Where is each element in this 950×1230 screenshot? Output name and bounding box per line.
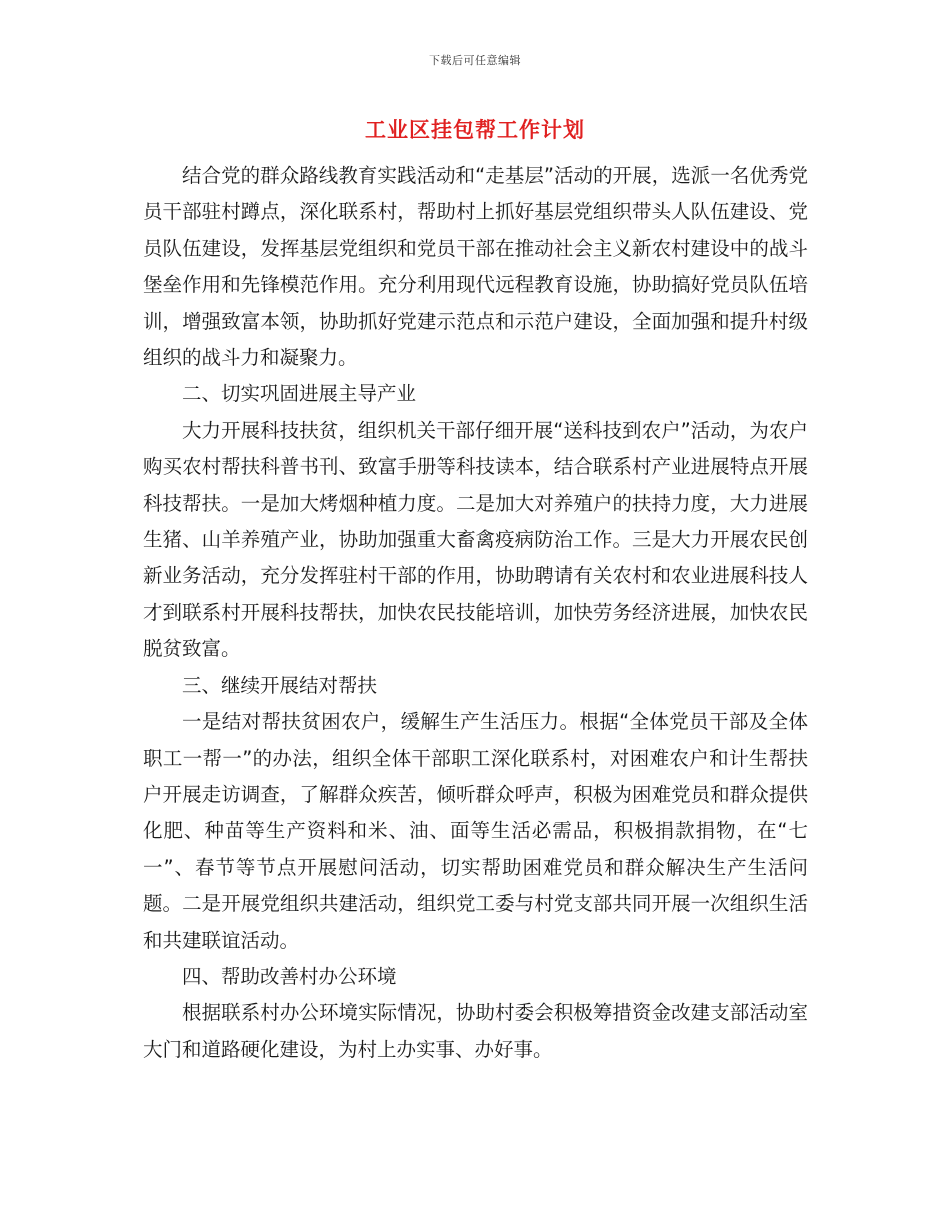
header-note: 下载后可任意编辑 (429, 54, 521, 67)
document-body (143, 158, 808, 1068)
section-heading-4: 四、帮助改善村办公环境 (182, 964, 397, 988)
paragraph-intro: 结合党的群众路线教育实践活动和“走基层”活动的开展，选派一名优秀党员干部驻村蹲点，深化联系村，帮助村上抓好基层党组织带头人队伍建设、党员队伍建设，发挥基层党组织和党员干部在推动社会主义新农村建设中的战斗堡垒作用和先锋模范作用。充分利用现代远程教育设施，协助搞好党员队伍培训，增强致富本领，协助抓好党建示范点和示范户建设，全面加强和提升村级组织的战斗力和凝聚力。 (143, 164, 808, 370)
paragraph-section-3: 一是结对帮扶贫困农户，缓解生产生活压力。根据“全体党员干部及全体职工一帮一”的办法，组织全体干部职工深化联系村，对困难农户和计生帮扶户开展走访调查，了解群众疾苦，倾听群众呼声，积极为困难党员和群众提供化肥、种苗等生产资料和米、油、面等生活必需品，积极捐款捐物，在“七一”、春节等节点开展慰问活动，切实帮助困难党员和群众解决生产生活问题。二是开展党组织共建活动，组织党工委与村党支部共同开展一次组织生活和共建联谊活动。 (143, 710, 808, 952)
document-title: 工业区挂包帮工作计划 (365, 118, 585, 142)
paragraph-section-2: 大力开展科技扶贫，组织机关干部仔细开展“送科技到农户”活动，为农户购买农村帮扶科普书刊、致富手册等科技读本，结合联系村产业进展特点开展科技帮扶。一是加大烤烟种植力度。二是加大对养殖户的扶持力度，大力进展生猪、山羊养殖产业，协助加强重大畜禽疫病防治工作。三是大力开展农民创新业务活动，充分发挥驻村干部的作用，协助聘请有关农村和农业进展科技人才到联系村开展科技帮扶，加快农民技能培训，加快劳务经济进展，加快农民脱贫致富。 (143, 418, 808, 661)
section-heading-3: 三、继续开展结对帮扶 (182, 673, 378, 697)
paragraph-section-4: 根据联系村办公环境实际情况，协助村委会积极筹措资金改建支部活动室大门和道路硬化建设，为村上办实事、办好事。 (143, 1001, 808, 1061)
section-heading-2: 二、切实巩固进展主导产业 (182, 382, 417, 406)
